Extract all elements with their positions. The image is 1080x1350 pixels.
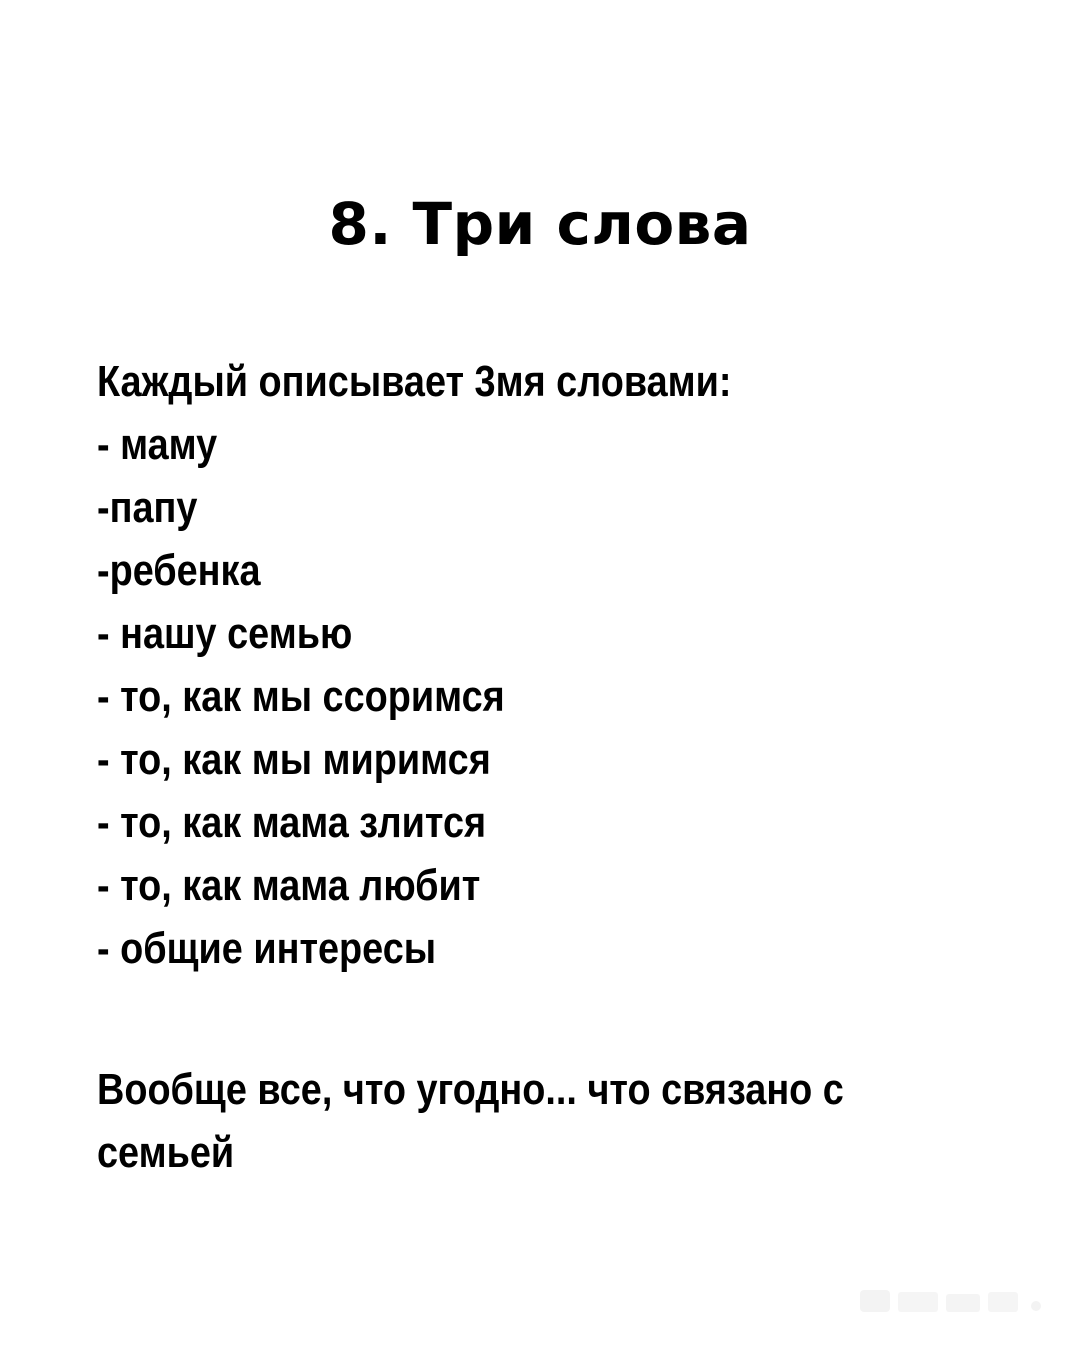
footer-text bbox=[97, 1058, 991, 1184]
list-item: - маму bbox=[97, 420, 218, 469]
list-item: - то, как мама любит bbox=[97, 861, 481, 910]
list-item: - то, как мама злится bbox=[97, 798, 487, 847]
instructions-block bbox=[97, 350, 905, 980]
list-item: -папу bbox=[97, 483, 198, 532]
list-item: - нашу семью bbox=[97, 609, 353, 658]
list-item: -ребенка bbox=[97, 546, 261, 595]
watermark-logo bbox=[860, 1280, 1060, 1320]
list-item: - то, как мы ссоримся bbox=[97, 672, 505, 721]
list-item: - то, как мы миримся bbox=[97, 735, 491, 784]
page-title: 8. Три слова bbox=[328, 190, 752, 258]
footer-line: Вообще все, что угодно... что связано с bbox=[97, 1065, 844, 1114]
intro-text: Каждый описывает 3мя словами: bbox=[97, 357, 732, 406]
list-item: - общие интересы bbox=[97, 924, 437, 973]
footer-line: семьей bbox=[97, 1128, 235, 1177]
topic-list bbox=[97, 413, 905, 980]
